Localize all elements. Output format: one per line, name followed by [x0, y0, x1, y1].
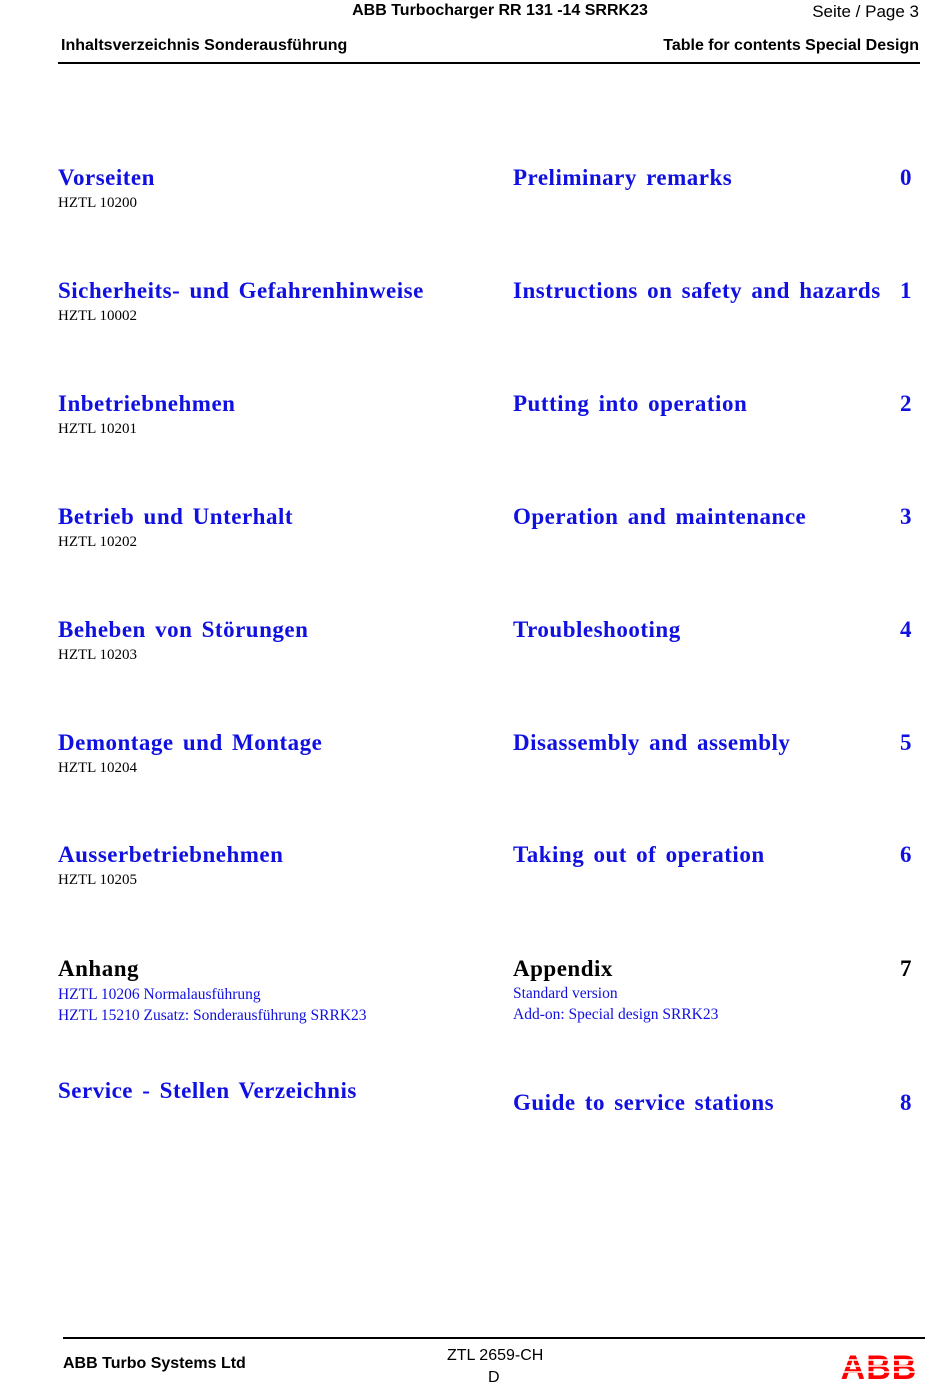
- footer-language-code: D: [488, 1369, 500, 1386]
- appendix-title-de: Anhang: [58, 956, 139, 981]
- footer-divider: [63, 1337, 925, 1339]
- toc-chapter-number[interactable]: 0: [900, 165, 912, 190]
- toc-code: HZTL 10203: [58, 647, 138, 663]
- toc-chapter-number[interactable]: 2: [900, 391, 912, 416]
- toc-title-en[interactable]: Operation and maintenance: [513, 504, 807, 529]
- appendix-doc-en-1[interactable]: Standard version: [513, 985, 618, 1002]
- appendix-title-en: Appendix: [513, 956, 613, 981]
- toc-chapter-number: 7: [900, 956, 912, 981]
- footer-company: ABB Turbo Systems Ltd: [63, 1355, 246, 1372]
- toc-chapter-number[interactable]: 8: [900, 1090, 912, 1115]
- toc-chapter-number[interactable]: 3: [900, 504, 912, 529]
- toc-title-de[interactable]: Beheben von Störungen: [58, 617, 309, 642]
- toc-code: HZTL 10201: [58, 421, 138, 437]
- footer-doc-number: ZTL 2659-CH: [447, 1347, 544, 1364]
- toc-title-en[interactable]: Instructions on safety and hazards: [513, 278, 881, 303]
- toc-title-de[interactable]: Vorseiten: [58, 165, 155, 190]
- toc-chapter-number[interactable]: 1: [900, 278, 912, 303]
- toc-title-en[interactable]: Disassembly and assembly: [513, 730, 791, 755]
- toc-title-en[interactable]: Preliminary remarks: [513, 165, 733, 190]
- toc-code: HZTL 10205: [58, 872, 138, 888]
- toc-code: HZTL 10200: [58, 195, 138, 211]
- appendix-doc-en-2[interactable]: Add-on: Special design SRRK23: [513, 1006, 719, 1023]
- appendix-doc-de-1[interactable]: HZTL 10206 Normalausführung: [58, 986, 261, 1003]
- abb-logo: [840, 1351, 918, 1379]
- toc-title-en[interactable]: Putting into operation: [513, 391, 748, 416]
- toc-chapter-number[interactable]: 6: [900, 842, 912, 867]
- toc-heading-en: Table for contents Special Design: [663, 37, 919, 54]
- toc-chapter-number[interactable]: 4: [900, 617, 912, 642]
- header-divider: [58, 62, 920, 64]
- toc-chapter-number[interactable]: 5: [900, 730, 912, 755]
- toc-title-de[interactable]: Inbetriebnehmen: [58, 391, 236, 416]
- toc-code: HZTL 10202: [58, 534, 138, 550]
- toc-title-en[interactable]: Guide to service stations: [513, 1090, 775, 1115]
- svg-text:ABB: ABB: [840, 1351, 918, 1379]
- toc-title-de[interactable]: Demontage und Montage: [58, 730, 323, 755]
- page-number: Seite / Page 3: [812, 2, 919, 21]
- toc-title-de[interactable]: Betrieb und Unterhalt: [58, 504, 293, 529]
- toc-title-en[interactable]: Troubleshooting: [513, 617, 681, 642]
- toc-title-en[interactable]: Taking out of operation: [513, 842, 765, 867]
- toc-title-de[interactable]: Sicherheits- und Gefahrenhinweise: [58, 278, 424, 303]
- toc-title-de[interactable]: Service - Stellen Verzeichnis: [58, 1078, 357, 1103]
- document-title: ABB Turbocharger RR 131 -14 SRRK23: [352, 2, 648, 19]
- toc-title-de[interactable]: Ausserbetriebnehmen: [58, 842, 284, 867]
- toc-code: HZTL 10002: [58, 308, 138, 324]
- toc-heading-de: Inhaltsverzeichnis Sonderausführung: [61, 37, 348, 54]
- appendix-doc-de-2[interactable]: HZTL 15210 Zusatz: Sonderausführung SRRK23: [58, 1007, 367, 1024]
- toc-code: HZTL 10204: [58, 760, 138, 776]
